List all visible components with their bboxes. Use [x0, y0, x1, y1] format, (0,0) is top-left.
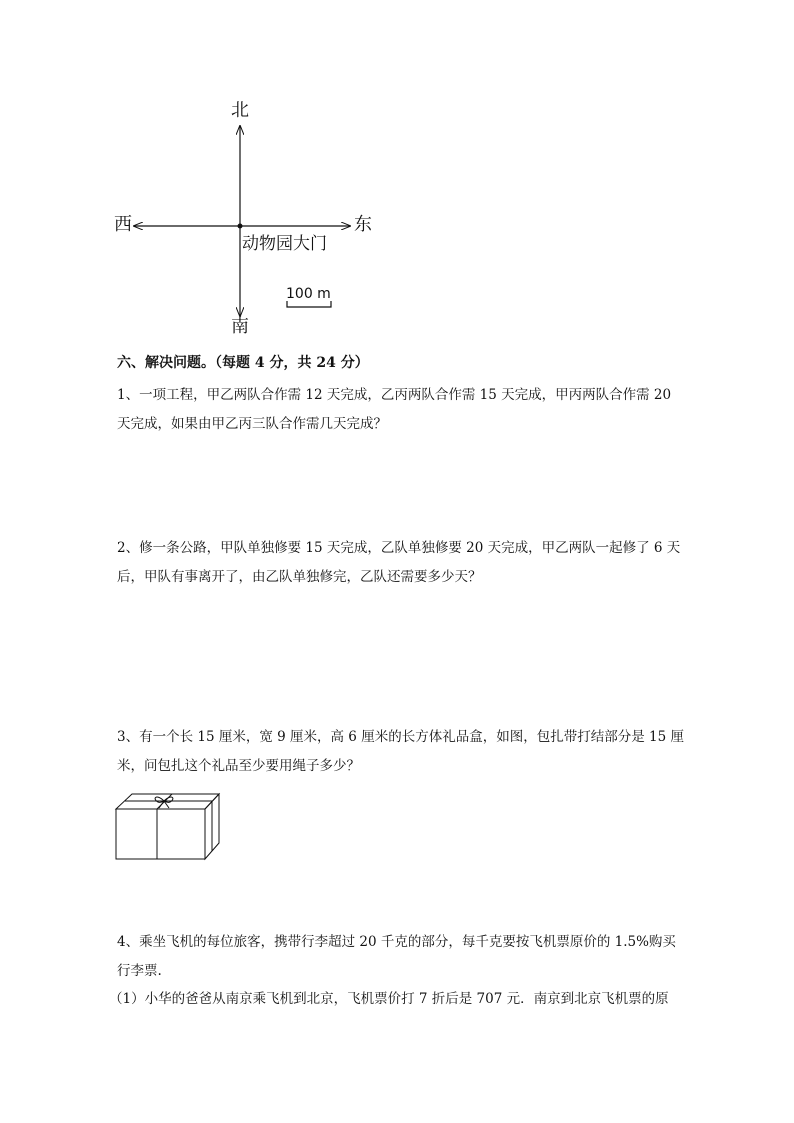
question-4: [109, 928, 685, 1014]
south-label: 南: [231, 316, 249, 337]
west-label: 西: [114, 214, 132, 235]
question-1-line-1: 1、一项工程，甲乙两队合作需 12 天完成，乙丙两队合作需 15 天完成，甲丙两队合作需 20: [117, 387, 672, 403]
section-heading: 六、解决问题。（每题 4 分，共 24 分）: [117, 355, 369, 371]
gift-box-figure: [110, 785, 222, 865]
compass-diagram: [0, 0, 794, 360]
east-label: 东: [354, 214, 372, 235]
question-3-line-2: 米，问包扎这个礼品至少要用绳子多少？: [117, 757, 360, 774]
question-1: [117, 381, 685, 438]
question-2-line-1: 2、修一条公路，甲队单独修要 15 天完成，乙队单独修要 20 天完成，甲乙两队一起修了 6 天: [117, 540, 681, 556]
north-label: 北: [231, 100, 249, 121]
question-4-line-2: 行李票.: [117, 962, 162, 979]
scale-label: 100 m: [286, 286, 331, 302]
question-4-line-1: 4、乘坐飞机的每位旅客，携带行李超过 20 千克的部分，每千克要按飞机票原价的 1.5%购买: [117, 934, 676, 950]
question-3-line-1: 3、有一个长 15 厘米，宽 9 厘米，高 6 厘米的长方体礼品盒，如图，包扎带打结部分是 15 厘: [117, 729, 684, 745]
question-3: [117, 723, 685, 780]
question-2: [117, 534, 685, 591]
question-1-line-2: 天完成，如果由甲乙丙三队合作需几天完成？: [117, 415, 387, 432]
question-4-sub-1: （1）小华的爸爸从南京乘飞机到北京，飞机票价打 7 折后是 707 元．南京到北京飞机票的原: [109, 991, 669, 1007]
gate-point: [238, 224, 243, 229]
question-2-line-2: 后，甲队有事离开了，由乙队单独修完，乙队还需要多少天？: [117, 568, 482, 585]
gate-label: 动物园大门: [242, 234, 327, 254]
